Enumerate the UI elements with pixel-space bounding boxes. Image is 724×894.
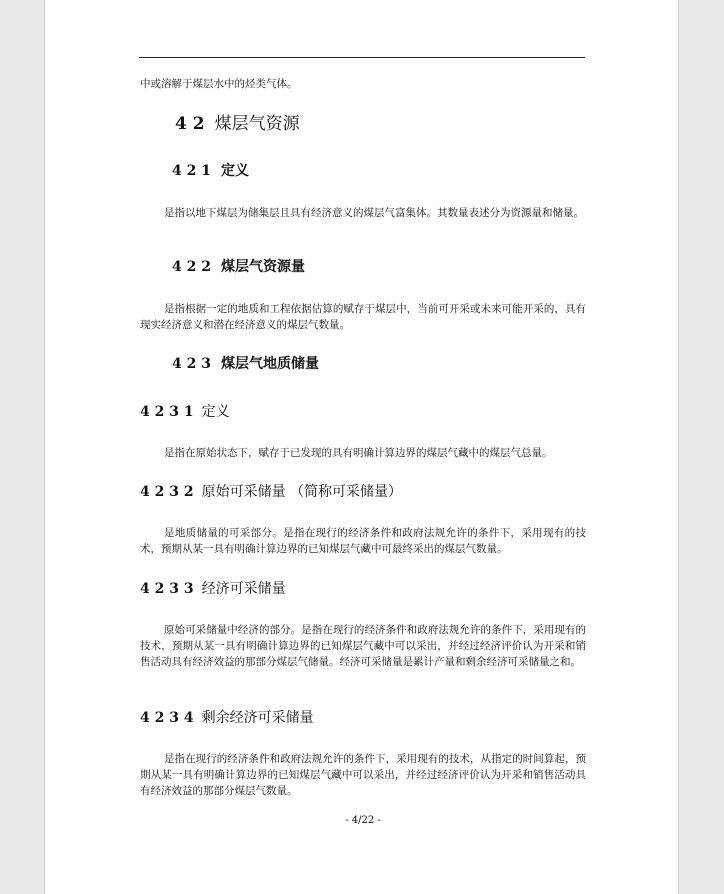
section-4-2-3-1-title: 定义 [201,404,230,420]
section-4-2-3-number: 4 2 3 [172,356,211,372]
section-4-2-2-number: 4 2 2 [172,259,211,275]
section-4-2-3-4-title: 剩余经济可采储量 [201,710,314,726]
section-4-2-2-heading [172,257,572,277]
section-4-2-3-3-number: 4 2 3 3 [140,581,194,597]
section-4-2-title: 煤层气资源 [214,114,300,134]
section-4-2-3-2-title: 原始可采储量 （简称可采储量） [201,484,403,500]
section-4-2-3-4-heading [140,708,586,728]
header-rule [139,57,585,58]
section-4-2-3-3-heading [140,579,586,599]
section-4-2-3-heading [172,354,572,374]
section-4-2-3-3-title: 经济可采储量 [201,581,286,597]
section-4-2-3-3-body: 原始可采储量中经济的部分。是指在现行的经济条件和政府法规允许的条件下，采用现有的技术，预期从某一具有明确计算边界的已知煤层气藏中可以采出，并经过经济评价认为开采和销售活动具有经济效益的那部分煤层气储量。经济可采储量是累计产量和剩余经济可采储量之和。 [140,624,586,668]
section-4-2-3-2-heading [140,482,586,502]
section-4-2-1-title: 定义 [220,163,249,179]
page-number: - 4/22 - [345,815,381,826]
section-4-2-number: 4 2 [175,114,205,134]
section-4-2-3-1-body: 是指在原始状态下，赋存于已发现的具有明确计算边界的煤层气藏中的煤层气总量。 [164,447,553,459]
section-4-2-3-2-number: 4 2 3 2 [140,484,194,500]
section-4-2-1-number: 4 2 1 [172,163,211,179]
section-4-2-3-4-body: 是指在现行的经济条件和政府法规允许的条件下，采用现有的技术，从指定的时间算起，预期从某一具有明确计算边界的已知煤层气藏中可以采出，并经过经济评价认为开采和销售活动具有经济效益的那部分煤层气数量。 [140,753,586,797]
section-4-2-2-body: 是指根据一定的地质和工程依据估算的赋存于煤层中，当前可开采或未来可能开采的，具有现实经济意义和潜在经济意义的煤层气数量。 [140,303,586,331]
section-4-2-3-title: 煤层气地质储量 [220,356,319,372]
section-4-2-3-1-heading [140,402,586,422]
intro-paragraph: 中或溶解于煤层水中的烃类气体。 [140,78,298,90]
section-4-2-3-1-number: 4 2 3 1 [140,404,194,420]
section-4-2-heading [175,113,575,135]
section-4-2-3-2-body: 是地质储量的可采部分。是指在现行的经济条件和政府法规允许的条件下，采用现有的技术，预期从某一具有明确计算边界的已知煤层气藏中可最终采出的煤层气数量。 [140,527,586,555]
section-4-2-1-heading [172,161,572,181]
section-4-2-2-title: 煤层气资源量 [220,259,305,275]
section-4-2-3-4-number: 4 2 3 4 [140,710,194,726]
section-4-2-1-body: 是指以地下煤层为储集层且具有经济意义的煤层气富集体。其数量表述分为资源量和储量。 [164,207,584,219]
